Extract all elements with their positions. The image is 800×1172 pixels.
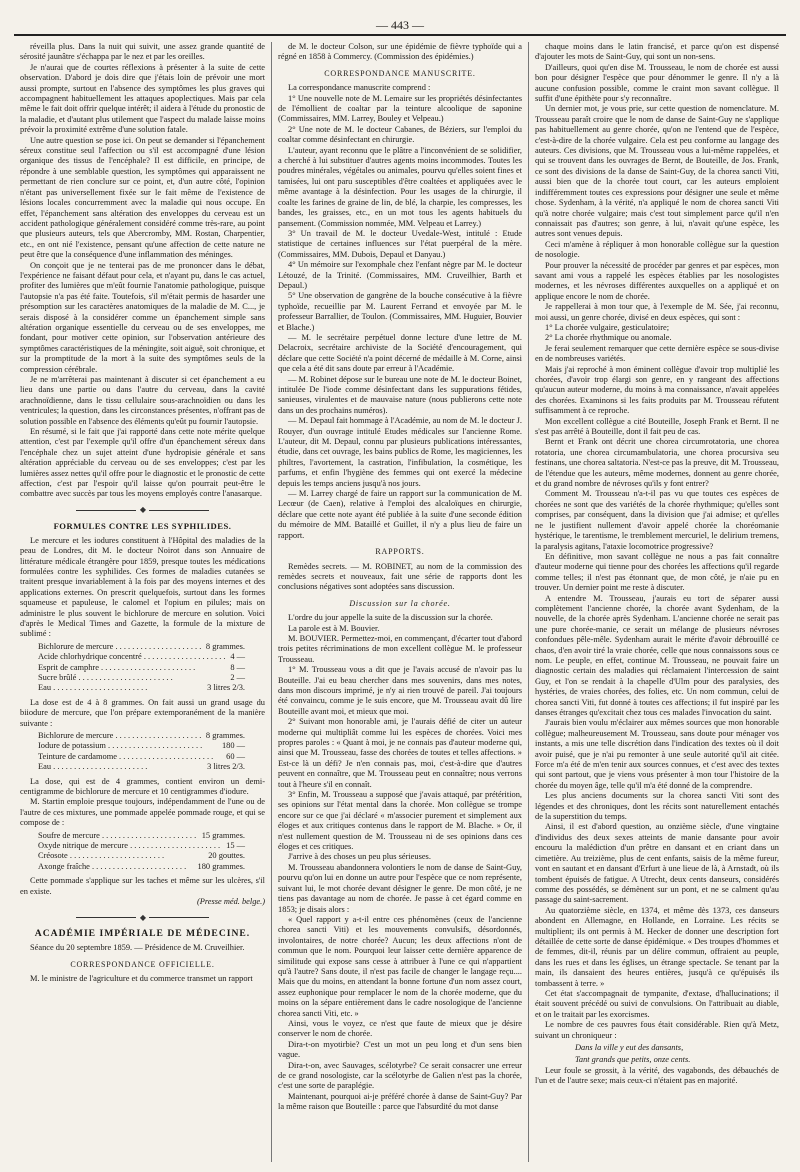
paragraph: Je ne m'arrêterai pas maintenant à discuter si cet épanchement a eu lieu dans une partie ou dans l'autre du cerveau, dans la cavité arachnoïdienne, dans le tissu cellulaire sous-arachnoïdien ou dans les ventricules; la question, dans les circonstances présentes, n'offrant pas de solution possible en l'absence des éléments qu'eût pu fournir l'autopsie. [20,375,265,426]
paragraph: M. BOUVIER. Permettez-moi, en commençant, d'écarter tout d'abord trois petites récriminations de mon excellent collègue M. le professeur Trousseau. [278,633,522,664]
subheading: CORRESPONDANCE MANUSCRITE. [324,68,476,78]
paragraph: L'auteur, ayant reconnu que le plâtre a l'inconvénient de se solidifier, a cherché à lui substituer d'autres agents moins incommodes. Toutes les poudres minérales, végétales ou animales, pourvu qu'elles soient fines et tamisées, lui ont paru susceptibles d'être coaltées et appliquées avec le même avantage à la désinfection. Pour les usages de la chirurgie, il coalte les farines de graine de lin, de blé, la charpie, les compresses, les bandes, les graisses, etc., en un mot tous les agents habituels du pansement. (Commission nommée, MM. Velpeau et Larrey.) [278,145,522,228]
page-number: — 443 — [376,18,424,32]
paragraph: Dira-t-on, avec Sauvages, scélotyrbe? Ce serait consacrer une erreur de ce grand nosologiste, car la scélotyrbe de Galien n'est pas la chorée, c'est une sorte de paraplégie. [278,1060,522,1091]
paragraph: La parole est à M. Bouvier. [288,623,380,633]
formula-row: Oxyde nitrique de mercure . . . 15 — [38,841,265,851]
paragraph: 3° Un travail de M. le docteur Uvedale-West, intitulé : Etude statistique de certaines influences sur l'état puerpéral de la mère. (Commissaires, MM. Dubois, Depaul et Danyau.) [278,228,522,259]
formula-row: Créosote . . . 20 gouttes. [38,851,265,861]
paragraph: Bernt et Frank ont décrit une chorea circumrotatoria, une chorea rotatoria, une chorea circumambulatoria, une chorea procursiva seu festinans, une chorea saltatoria. N'est-ce pas la preuve, dit M. Trousseau, de l'étendue que les auteurs, même modernes, donnent au genre chorée, et du grand nombre de névroses qu'ils y font entrer? [535,437,779,489]
paragraph: — M. Depaul fait hommage à l'Académie, au nom de M. le docteur J. Rouyer, d'un ouvrage intitulé Etudes médicales sur l'ancienne Rome. L'auteur, dit M. Depaul, connu par plusieurs publications intéressantes, étudie, dans cet ouvrage, les bains publics de Rome, les magiciennes, les philtres, l'avortement, la castration, l'infibulation, la cosmétique, les parfums, et enfin l'hygiène des femmes qui ont exercé la médecine depuis les temps anciens jusqu'à nos jours. [278,416,522,488]
formula-3 [38,831,265,873]
paragraph: M. Startin emploie presque toujours, indépendamment de l'une ou de l'autre de ces mixtures, une pommade appelée pommade rouge, et qui se compose de : [20,797,265,828]
formula-row: Bichlorure de mercure . . . 8 grammes. [38,642,265,652]
paragraph: — M. Larrey chargé de faire un rapport sur la communication de M. Lecœur (de Caen), relative à l'emploi des alcaloïques en chirurgie, déclare que cette note ayant été publiée à la suite d'une seconde édition du mémoire de MM. Bataillé et Guillet, il n'y a plus lieu de faire un rapport. [278,489,522,540]
paragraph: La dose est de 4 à 8 grammes. On fait aussi un grand usage du biiodure de mercure, que l'on prépare extemporanément de la manière suivante : [20,697,265,728]
paragraph: 2° Une note de M. le docteur Cabanes, de Béziers, sur l'emploi du coaltar comme désinfectant en chirurgie. [278,124,522,145]
paragraph: Remèdes secrets. — M. ROBINET, au nom de la commission des remèdes secrets et nouveaux, fait une série de rapports dont les conclusions négatives sont adoptées sans discussion. [278,561,522,592]
separator-ornament: ◆ [20,505,265,515]
paragraph: D'ailleurs, quoi qu'en dise M. Trousseau, le nom de chorée est aussi bon pour désigner l'espèce que pour dénommer le genre. Il n'y a là aucune confusion possible, comme le craint mon savant collègue. Il suffit d'une épithète pour s'y reconnaître. [535,62,779,104]
paragraph: 5° Une observation de gangrène de la bouche consécutive à la fièvre typhoïde, recueillie par M. Laurent Ferrand et envoyée par M. le professeur Barrallier, de Toulon. (Commissaires, MM. Huguier, Bouvier et Blache.) [278,291,522,332]
formula-row: Esprit de camphre . . . 8 — [38,663,265,673]
section-heading: ACADÉMIE IMPÉRIALE DE MÉDECINE. [34,927,251,939]
paragraph: M. le ministre de l'agriculture et du commerce transmet un rapport [30,974,253,984]
paragraph: Mon excellent collègue a cité Bouteille, Joseph Frank et Bernt. Il ne s'est pas arrêté à Bouteille, dont il fait peu de cas. [535,416,779,437]
paragraph: L'ordre du jour appelle la suite de la discussion sur la chorée. [288,613,493,623]
formula-row: Sucre brûlé . . . 2 — [38,673,265,683]
paragraph: Pour prouver la nécessité de procéder par genres et par espèces, mon savant ami vous a rappelé les espèces établies par les nosologistes modernes, et les névroses différentes auxquelles on a appliqué et on applique encore le nom de chorée. [535,260,779,301]
paragraph: Le mercure et les iodures constituent à l'Hôpital des maladies de la peau de Londres, dit M. le docteur Noirot dans son Annuaire de littérature médicale étrangère pour 1859, presque toutes les médications formulées contre les syphilides. Ces formes de maladies cutanées se traitent presque invariablement à la fois par des moyens internes et des applications externes. On prescrit quelquefois, surtout dans les formes squameuse et papuleuse, le calomel et l'opium en pilules; mais on administre le plus souvent le bichlorure de mercure en solution. Voici d'après le Medical Times and Gazette, la formule de la mixture de sublimé : [20,535,265,639]
column-3 [528,42,785,1162]
paragraph: J'arrive à des choses un peu plus sérieuses. [288,852,431,862]
paragraph: Un dernier mot, je vous prie, sur cette question de nomenclature. M. Trousseau paraît croire que le nom de danse de Saint-Guy ne s'applique pas habituellement au genre chorée, qu'on ne l'entend que de l'espèce, c'est-à-dire de la chorée vulgaire. Cela est peu conforme au langage des auteurs. Ces divisions, que M. Trousseau vous a lui-même rappelées, et qui se trouvent dans les ouvrages de Bernt, de Bouteille, de Jos. Frank, ce sont des divisions de la danse de Saint-Guy, de la chorea sancti Viti, aussi bien que de la chorée tout court, car les auteurs emploient indifféremment toutes ces expressions pour désigner une seule et même chose. Sydenham, à la vérité, n'a appliqué le nom de chorea sancti Viti qu'à notre chorée vulgaire; mais c'est tout simplement parce qu'il n'en connaissait pas d'autres; son genre, à lui, n'avait qu'une espèce, les autres sont venues depuis. [535,104,779,239]
paragraph: J'aurais bien voulu m'éclairer aux mêmes sources que mon honorable collègue; malheureusement M. Trousseau, sans doute pour ménager vos instants, a mis une telle discrétion dans l'indication des textes où il doit avoir puisé, que je n'ai pu remonter à une seule autorité qu'il ait citée. Force m'a été de m'en tenir aux sources connues, et c'est avec des textes qui sont partout, que je viens vous présenter à mon tour l'histoire de la chorée du moyen âge, telle qu'il m'a été donné de la comprendre. [535,718,779,790]
paragraph: Le nombre de ces pauvres fous était considérable. Rien qu'à Metz, suivant un chroniqueur : [535,1020,779,1040]
page-header [14,10,786,34]
formula-row: Soufre de mercure . . . 15 grammes. [38,831,265,841]
paragraph: En résumé, si le fait que j'ai rapporté dans cette note mérite quelque attention, c'est par l'exemple qu'il offre d'un épanchement séreux dans l'encéphale chez un sujet atteint d'une hydropisie générale et sans altération appréciable du cerveau ou de ses enveloppes; c'est par les lumières assez nettes qu'il offre pour le diagnostic et le pronostic de cette affection, c'est par l'espoir qu'il laisse qu'on pourrait peut-être le combattre avec succès par tous les moyens employés contre l'anasarque. [20,427,265,499]
paragraph: La correspondance manuscrite comprend : [288,83,431,93]
paragraph: 1° Une nouvelle note de M. Lemaire sur les propriétés désinfectantes de l'émollient de coaltar par la teinture alcoolique de saponine (Commissaires, MM. Larrey, Bouley et Velpeau.) [278,93,522,124]
paragraph: On conçoit que je ne tenterai pas de me prononcer dans le débat, l'expérience ne faisant défaut pour cela, et n'ayant pu, dans le cas actuel, profiter des lumières que m'eût fournie l'anatomie pathologique, puisque l'autopsie n'a pas été faite. Toutefois, s'il m'était permis de hasarder une présomption sur les caractères anatomiques de la maladie de M. C..., je serais disposé à la considérer comme un épanchement simple sans altération organique essentielle du cerveau ou de ses enveloppes, me fondant, pour motiver cette opinion, sur l'observation antérieure des symptômes caractéristiques de la méningite, soit aiguë, soit chronique, et sur la promptitude de la mort à la suite des symptômes seuls de la compression cérébrale. [20,260,265,374]
seance-line: Séance du 20 septembre 1859. — Présidence de M. Cruveilhier. [30,943,245,953]
paragraph: Ainsi, vous le voyez, ce n'est que faute de mieux que je désire conserver le nom de chorée. [278,1018,522,1039]
paragraph: Je ferai seulement remarquer que cette dernière espèce se sous-divise en de nombreuses variétés. [535,343,779,364]
formula-row: Bichlorure de mercure . . . 8 grammes. [38,731,265,741]
paragraph: 2° La chorée rhythmique ou anomale. [545,333,672,343]
verse-line: Dans la ville y eut des dansants, [575,1043,684,1052]
paragraph: 1° M. Trousseau vous a dit que je l'avais accusé de n'avoir pas lu Bouteille. J'ai eu beau chercher dans mes souvenirs, dans mes notes, dans mon discours imprimé, je n'y ai rien trouvé de pareil. J'ai toujours été convaincu, comme je le suis encore, que M. Trousseau avait dû lire Bouteille avant moi, et mieux que moi. [278,665,522,716]
paragraph: 3° Enfin, M. Trousseau a supposé que j'avais attaqué, par prétérition, ses opinions sur l'état mental dans la chorée. Mon collègue se trompe encore sur ce que j'ai déclaré « m'associer purement et simplement aux éloges et aux critiques contenus dans le rapport de M. Blache. » Or, il n'est nullement question de M. Trousseau ni de ses opinions dans ces éloges et ces critiques. [278,790,522,852]
paragraph: La dose, qui est de 4 grammes, contient environ un demi-centigramme de bichlorure de mercure et 10 centigrammes d'iodure. [20,776,265,797]
paragraph: Cette pommade s'applique sur les taches et même sur les ulcères, s'il en existe. [20,876,265,896]
paragraph: de M. le docteur Colson, sur une épidémie de fièvre typhoïde qui a régné en 1858 à Commercy. (Commission des épidémies.) [278,42,522,62]
paragraph: « Quel rapport y a-t-il entre ces phénomènes (ceux de l'ancienne chorea sancti Viti) et les mouvements convulsifs, désordonnés, involontaires, de notre chorée? Aucun; les deux affections n'ont de commun que le nom. Pourquoi leur laisser cette dernière apparence de similitude qui expose sans cesse à attribuer à l'une ce qui n'appartient qu'à l'autre? Sans doute, il n'est pas facile de changer le langage reçu.... Mais que du moins, en attendant la bonne fortune d'un nom assez court, assez euphonique pour remplacer le nom de la chorée moderne, que du moins on la sépare entièrement dans le cadre nosologique de l'ancienne chorea sancti Viti, etc. » [278,914,522,1018]
formula-row: Acide chlorhydrique concentré . . . 4 — [38,652,265,662]
header-rule [14,34,786,36]
columns [14,42,786,1162]
formula-row: Axonge fraîche . . . 180 grammes. [38,862,265,872]
paragraph: Dira-t-on myotirbie? C'est un mot un peu long et d'un sens bien vague. [278,1039,522,1060]
paragraph: réveilla plus. Dans la nuit qui suivit, une assez grande quantité de sérosité jaunâtre s'échappa par le nez et par les oreilles. [20,42,265,62]
column-2 [271,42,528,1162]
paragraph: Ainsi, il est d'abord question, au onzième siècle, d'une vingtaine d'individus des deux sexes atteints de manie dansante pour avoir encouru la malédiction d'un prêtre en dansant et en criant dans un cimetière. Au treizième, plus de cent enfants, saisis de la même fureur, vont en sautant et en dansant d'Erfurt à une lieue de là, à Arnstadt, où ils tombent épuisés de fatigue. A Utrecht, deux cents danseurs, considérés comme des possédés, se démènent sur un pont, et ne se calment qu'au passage du saint-sacrement. [535,822,779,905]
paragraph: — M. le secrétaire perpétuel donne lecture d'une lettre de M. Delacroix, secrétaire archiviste de la Société d'encouragement, qui déclare que cette Société n'a point décerné de médaille à M. Corne, ainsi que cela a été dit sans doute par erreur à l'Académie. [278,332,522,374]
paragraph: 2° Suivant mon honorable ami, je l'aurais défié de citer un auteur moderne qui multipliât comme lui les espèces de chorées. Voici mes propres paroles : « Quant à moi, je ne connais pas d'auteur moderne qui, ainsi que M. Trousseau, fasse des chorées de toutes et telles affections. » Est-ce là un défi? Je n'en connais pas, moi, c'est-à-dire que d'autres peuvent en connaître, que M. Trousseau peut en connaître; nous verrons tout à l'heure s'il en connaît. [278,717,522,789]
subheading: Discussion sur la chorée. [349,598,451,608]
paragraph: Au quatorzième siècle, en 1374, et même dès 1373, ces danseurs abondent en Allemagne, en Hollande, en Lorraine. Les récits se multiplient; ils ont permis à M. Hecker de donner une description fort détaillée de cette sorte de danse épidémique. « Des troupes d'hommes et de femmes, dit-il, réunis par un délire commun, offraient au peuple, dans les rues et dans les églises, un étrange spectacle. Se tenant par la main, ils dansaient des heures entières, jusqu'à ce qu'épuisés ils tombassent à terre. » [535,905,779,988]
paragraph: 1° La chorée vulgaire, gesticulatoire; [545,322,670,332]
formula-row: Eau . . . 3 litres 2/3. [38,683,265,693]
paragraph: Ceci m'amène à répliquer à mon honorable collègue sur la question de nosologie. [535,239,779,260]
paragraph: Maintenant, pourquoi ai-je préféré chorée à danse de Saint-Guy? Par la même raison que Bouteille : parce que l'absurdité du mot danse [278,1091,522,1112]
paragraph: 4° Un mémoire sur l'exomphale chez l'enfant nègre par M. le docteur Létouzé, de la Trinité. (Commissaires, MM. Cruveilhier, Barth et Depaul.) [278,260,522,290]
paragraph: chaque moins dans le latin francisé, et parce qu'on est dispensé d'ajouter les mots de Saint-Guy, qui sont un non-sens. [535,42,779,62]
paragraph: M. Trousseau abandonnera volontiers le nom de danse de Saint-Guy, pourvu qu'on lui en donne un autre pour l'espèce que ce nom représente, suivant lui, le mot chorée devant désigner le genre. De mon côté, je ne tiens pas davantage au nom de chorée. Je passe à cet égard comme en 1853; je disais alors : [278,862,522,914]
paragraph: Cet état s'accompagnait de tympanite, d'extase, d'hallucinations; il était souvent précédé ou suivi de convulsions. On l'attribuait au diable, et on le traitait par les exorcismes. [535,988,779,1019]
paragraph: Comment M. Trousseau n'a-t-il pas vu que toutes ces espèces de chorées ne sont que des variétés de la chorée rhythmique; qu'elles sont comprises, par conséquent, dans la division que j'ai admise; et qu'elles ne le justifient nullement d'avoir appelé chorée la choréomanie hystérique, le tarentisme, le tremblement mercuriel, le delirium tremens, la paralysis agitans, l'ataxie locomotrice progressive? [535,489,779,551]
paragraph: Une autre question se pose ici. On peut se demander si l'épanchement séreux constitue seul l'affection ou s'il est accompagné d'une lésion organique des tissus de l'encéphale? Il est difficile, en principe, de répondre à une semblable question, les symptômes qui apparaissent ne permettant de rien conclure sur ce point, et, d'un autre côté, l'opinion n'étant pas universellement fixée sur le fait même de l'existence de lésions locales concurremment avec la maladie qui nous occupe. En effet, l'épanchement sans altération des enveloppes du cerveau est un accident pathologique généralement considéré comme très-rare, au point que plusieurs auteurs, tels que Abercromby, MM. Rostan, Charpentier, etc., en ont nié l'existence, pensant qu'une affection de cette nature ne peut être que la conséquence d'une inflammation des méninges. [20,135,265,260]
formula-row: Teinture de cardamome . . . 60 — [38,752,265,762]
paragraph: Mais j'ai reproché à mon éminent collègue d'avoir trop multiplié les chorées, d'avoir trop élargi son genre, en y rangeant des affections qu'aucun auteur moderne, du moins à ma connaissance, n'avait appelées des chorées. Examinons si les faits produits par M. Trousseau réfutent suffisamment à ce reproche. [535,364,779,416]
subheading: RAPPORTS. [375,547,425,557]
column-1 [14,42,271,1162]
separator-ornament: ◆ [20,913,265,923]
formula-row: Iodure de potassium . . . 180 — [38,741,265,751]
source-citation: (Presse méd. belge.) [196,897,265,907]
formula-row: Eau . . . 3 litres 2/3. [38,762,265,772]
paragraph: — M. Robinet dépose sur le bureau une note de M. le docteur Boinet, intitulée De l'iode comme désinfectant dans les suppurations fétides, sanieuses, virulentes et de mauvaise nature (nous publierons cette note dans un des prochains numéros). [278,374,522,415]
subheading: CORRESPONDANCE OFFICIELLE. [70,959,215,969]
paragraph: En définitive, mon savant collègue ne nous a pas fait connaître d'auteur moderne qui tienne pour des chorées les affections qu'il regarde comme telles; il n'est pas étonnant que, de mon côté, je n'aie pu en trouver. Un dernier point me reste à discuter. [535,551,779,593]
paragraph: Leur foule se grossit, à la vérité, des vagabonds, des débauchés de l'un et de l'autre sexe; mais ceux-ci n'étaient pas en majorité. [535,1065,779,1086]
paragraph: Je n'aurai que de courtes réflexions à présenter à la suite de cette observation. D'abord je dois dire que j'étais loin de prévoir une mort aussi prompte, surtout en l'absence des symptômes les plus graves qui accompagnent habituellement les attaques apoplectiques. Mais par cela même le fait doit offrir quelque intérêt; il aidera à l'étude du pronostic de la maladie, et d'autant plus utilement que l'aspect du malade laisse moins prévoir la proximité extrême d'une solution fatale. [20,62,265,135]
verse-line: Tant grands que petits, onze cents. [575,1055,691,1065]
formula-1 [38,642,265,694]
paragraph: Je rappellerai à mon tour que, à l'exemple de M. Sée, j'ai reconnu, moi aussi, un genre chorée, divisé en deux espèces, qui sont : [535,302,779,322]
formula-2 [38,731,265,773]
paragraph: Les plus anciens documents sur la chorea sancti Viti sont des légendes et des chroniques, dont les récits sont naturellement entachés de la superstition du temps. [535,791,779,822]
section-heading: FORMULES CONTRE LES SYPHILIDES. [53,521,232,532]
paragraph: A entendre M. Trousseau, j'aurais eu tort de séparer aussi complètement l'ancienne chorée, la chorée avant Sydenham, de la nouvelle, de la chorée après Sydenham. L'ancienne chorée ne serait pas une pure chorée-manie, ce serait un mélange de plusieurs névroses confondues pêle-mêle. Sydenham aurait le mérite d'avoir débrouillé ce chaos, d'en avoir tiré la vraie chorée, celle que nous connaissons sous ce nom. Le peuple, en effet, continue M. Trousseau, ne pouvait faire un diagnostic certain des maladies qui réclamaient l'intercession de saint Guy, et l'on se rendait à la chapelle d'Ulm pour des paralysies, des hystéries, de vraies chorées, des folies, etc. Un nom commun, celui de chorea sancti Viti, fut donné à toutes ces affections; il fut inspiré par les danses étranges qu'excitait chez tous ces malades l'invocation du saint. [535,593,779,717]
